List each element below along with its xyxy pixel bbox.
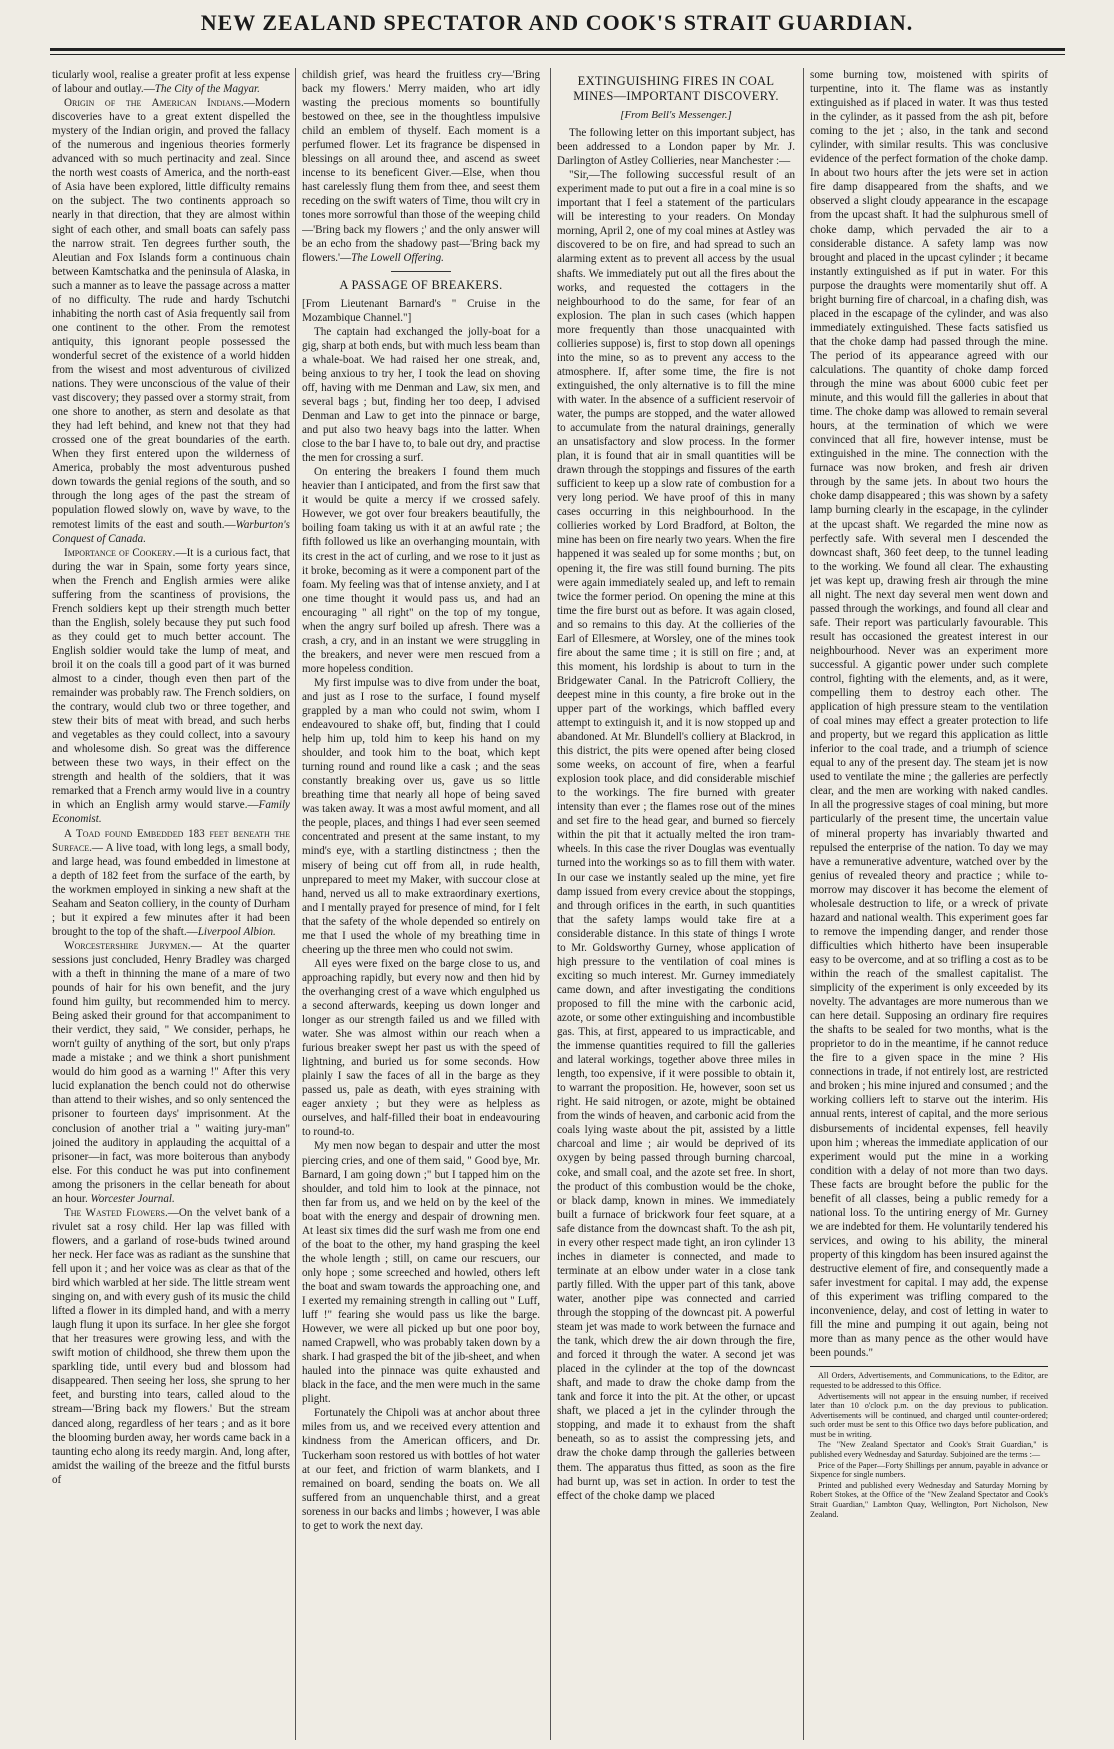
article-title: A PASSAGE OF BREAKERS. [339, 277, 503, 292]
article-worcestershire-jurymen: Worcestershire Jurymen.— At the quarter sessions just concluded, Henry Bradley was charged with a theft in thinning the mane of a mare of two pounds of hair for his own benefit, and the jury found him guilty, but recommended him to mercy. Being asked their ground for that accompaniment to their verdict, they said, " We consider, perhaps, he worn't guilty of anything of the sort, but only p'raps made a mistake ; and we think a short punishment would do him good as a warning !" After this very lucid explanation the bench could not do otherwise than attend to their wishes, and so only sentenced the prisoner to fourteen days' imprisonment. At the conclusion of another trial a " waiting jury-man" joined the auditory in applauding the acquittal of a prisoner—in fact, was more boiterous than anybody else. For this conduct he was put into confinement among the prisoners in the cellar beneath for about an hour. Worcester Journal. [52, 939, 290, 1205]
notice-line: Advertisements will not appear in the ensuing number, if received later than 10 o'clock p.m. on the day previous to publication. Advertisements will be continued, and charged until counter-ordered; such order must be sent to this Office two days before publication, and must be in writing. [810, 1391, 1048, 1439]
article-paragraph: some burning tow, moistened with spirits of turpentine, into it. The flame was as instantly extinguished as if placed in water. It was thus tested in the cylinder, as it passed from the ash pit, before coming to the jet ; also, in the tank and second cylinder, with similar results. This was conclusive evidence of the perfect formation of the choke damp. In about two hours after the jets were set in action fire damp disappeared from the shafts, and we observed a slight cloudy appearance in the escapage from the upcast shaft. It had the sulphurous smell of choke damp, which pervaded the air to a considerable distance. A safety lamp was now brought and placed in the upcast cylinder ; it became instantly extinguished as if put in water. For this purpose the draughts were momentarily shut off. A bright burning fire of charcoal, in a chafing dish, was placed in the escapage of the cylinder, and was also immediately extinguished. These facts satisfied us that the choke damp had passed through the mine. The period of its appearance agreed with our calculations. The quantity of choke damp forced through the mine was about 6000 cubic feet per minute, and this would fill the galleries in about that time. The choke damp was allowed to remain several hours, at the termination of which we were convinced that all fire, however intense, must be extinguished in the mine. The connection with the furnace was now broken, and fresh air driven through by the same jets. In about two hours the choke damp disappeared ; this was shown by a safety lamp burning clearly in the escapage, in the cylinder at the upcast shaft. We regarded the mine now as perfectly safe. With several men I descended the downcast shaft, 360 feet deep, to the tunnel leading to the working. We found all clear. The exhausting jet was kept up, drawing fresh air through the mine all night. The next day several men went down and passed through the workings, and found all clear and safe. Their report was particularly favourable. This result has occasioned the greatest interest in our neighbourhood. Never was an experiment more successful. A gigantic power under such complete control, fighting with the elements, and, as it were, compelling them to destroy each other. The application of high pressure steam to the ventilation of coal mines may effect a greater protection to life and property, but we regard this application as little inferior to the coal trade, and a triumph of science equal to any of the present day. The steam jet is now used to ventilate the mine ; the galleries are perfectly clear, and the men are working with naked candles. In all the progressive stages of coal mining, but more particularly of the present time, the uncertain value of mineral property has invariably thwarted and repulsed the enterprise of the nation. To day we may have a remunerative adventure, watched over by the genius of revealed theory and practice ; while to-morrow may discover it has become the element of wholesale destruction to life, or a wreck of private hazard and national wealth. This experiment goes far to remove the impending danger, and render those difficulties which hitherto have been insuperable easy to be overcome, and at so trifling a cost as to be within the reach of the smallest capitalist. The simplicity of the experiment is only exceeded by its novelty. The advantages are more numerous than we can here detail. Supposing an ordinary fire requires the shafts to be sealed for two months, what is the proprietor to do in the meantime, if he cannot reduce the fire to a given space in the mine ? His connections in trade, if not entirely lost, are restricted and broken ; his mine injured and consumed ; and the working colliers left to starve out the interim. His annual rents, interest of capital, and the more serious disbursements of incidental expenses, fell heavily upon him ; whereas the immediate application of our experiment would put the mine in a working condition with a delay of not more than two days. These facts are brought before the public for the benefit of all classes, being a public remedy for a national loss. To the untiring energy of Mr. Gurney we are indebted for them. He voluntarily tendered his services, and owing to his ability, the mineral property of this kingdom has been insured against the destructive element of fire, and consequently made a safer investment for capital. I may add, the expense of this experiment was trifling compared to the inconvenience, delay, and cost of letting in water to fill the mine and pumping it out again, being not more than as many pence as the other would have been pounds." [810, 69, 1048, 1360]
footer-divider [810, 1366, 1048, 1367]
column-1 [52, 68, 290, 1740]
article-paragraph: "Sir,—The following successful result of an experiment made to put out a fire in a coal mine is so important that I feel a statement of the particulars will be interesting to your readers. On Monday morning, April 2, one of my coal mines at Astley was discovered to be on fire, and had spread to such an alarming extent as to prevent all access by the usual shafts. We immediately put out all the fires about the works, and requested the cottagers in the neighbourhood to do the same, for fear of an explosion. The plan in such cases (which happen more frequently than those unacquainted with collieries suppose) is, first to stop down all openings into the mine, so as to prevent any access to the atmosphere. If, after some time, the fire is not extinguished, the only alternative is to fill the mine with water. In the absence of a sufficient reservoir of water, the pumps are stopped, and the water allowed to accumulate from the natural drainings, generally an unsatisfactory and slow process. In the former plan, it is found that air in small quantities will be drawn through the stoppings and fissures of the earth sufficient to keep up a slow rate of combustion for a very long period. We have proof of this in many cases occurring in this neighbourhood. In the collieries worked by Lord Bradford, at Bolton, the mine has been on fire nearly two years. When the fire happened it was sealed up for some months ; but, on opening it, the fire was still found burning. The pits were again immediately sealed up, and left to remain twice the former period. On opening the mine at this time the fire burst out as before. It was again closed, and so remains to this day. At the collieries of the Earl of Ellesmere, at Worsley, one of the mines took fire about the same time ; it is still on fire ; and, at this moment, his lordship is about to turn in the Bridgewater Canal. In the Patricroft Colliery, the deepest mine in this county, a fire broke out in the upper part of the workings, which baffled every attempt to extinguish it, and it is now stopped up and abandoned. At Mr. Blundell's colliery at Blackrod, in this district, the pits were opened after being closed some weeks, on account of fire, when a fearful explosion took place, and did considerable mischief to the workings. The fire burned with greater intensity than ever ; the flames rose out of the mines and set fire to the head gear, and burned so fiercely within the pit that it actually melted the iron tram-wheels. In this case the river Douglas was eventually turned into the workings so as to fill them with water. In our case we instantly sealed up the mine, yet fire damp issued from every crevice about the stoppings, and through orifices in the earth, in such quantities that the safety lamps would take fire at a considerable distance. In this state of things I wrote to Mr. Goldsworthy Gurney, whose application of high pressure to the ventilation of coal mines is exciting so much interest. Mr. Gurney immediately came down, and after investigating the conditions proposed to fill the mine with the carbonic acid, azote, or some other extinguishing and incombustible gas. This, at first, appeared to us impracticable, and the immense quantities required to fill the galleries and lateral workings, together above three miles in length, too expensive, if it were possible to obtain it, to warrant the proposition. He, however, soon set us right. He said nitrogen, or azote, might be obtained from the winds of heaven, and carbonic acid from the coals lying waste about the pit, assisted by a little charcoal and lime ; air would be deprived of its oxygen by being passed through burning charcoal, coke, and small coal, and the azote set free. In short, the product of this combustion would be the choke, or black damp, known in mines. We immediately built a furnace of brickwork four feet square, at a safe distance from the downcast shaft. To the ash pit, in every other respect made tight, an iron cylinder 13 inches in diameter is connected, and made to terminate at an elbow under water in a close tank partly filled. With the upper part of this tank, above water, another pipe was connected and carried through the stopping of the downcast pit. A powerful steam jet was made to work between the furnace and the tank, which drew the air down through the fire, and forced it through the water. A second jet was placed in the cylinder at the top of the downcast shaft, and made to draw the choke damp from the tank and force it into the pit. At the other, or upcast shaft, we placed a jet in the cylinder through the stopping, and made it to exhaust from the shaft beneath, so as to assist the compressing jets, and draw the choke damp through the galleries between them. The apparatus thus fitted, as soon as the fire had burnt up, was set in action. In order to test the effect of the choke damp we placed [557, 169, 795, 1502]
notice-line: Printed and published every Wednesday and Saturday Morning by Robert Stokes, at the Office of the "New Zealand Spectator and Cook's Strait Guardian," Lambton Quay, Wellington, Port Nicholson, New Zealand. [810, 1480, 1048, 1519]
masthead-rule-thin [50, 54, 1065, 55]
notice-line: All Orders, Advertisements, and Communications, to the Editor, are requested to be addressed to this Office. [810, 1371, 1048, 1390]
column-3 [557, 68, 795, 1740]
masthead-rule-thick [50, 48, 1065, 51]
article-paragraph: My men now began to despair and utter the most piercing cries, and one of them said, " Good bye, Mr. Barnard, I am going down ;" but I tapped him on the shoulder, and told him to look at the pinnace, not then far from us, and we held on by the keel of the boat with the energy and despair of drowning men. At least six times did the surf wash me from one end of the boat to the other, my hand grasping the keel the whole length ; still, on came our rescuers, our only hope ; some screeched and howled, others left the boat and swam towards the approaching one, and I exerted my remaining strength in calling out " Luff, luff !" fearing she would pass us like the barge. However, we were all picked up but one poor boy, named Crapwell, who was probably taken down by a shark. I had grasped the bit of the jib-sheet, and when hauled into the pinnace was quite exhausted and black in the face, and the men were much in the same plight. [302, 1140, 540, 1406]
article-title: EXTINGUISHING FIRES IN COAL MINES—IMPORTANT DISCOVERY. [573, 74, 779, 103]
column-4 [810, 68, 1048, 1740]
article-importance-of-cookery: Importance of Cookery.—It is a curious fact, that during the war in Spain, some forty years since, when the French and English armies were alike suffering from the scantiness of provisions, the French soldiers kept up their strength much better than the English, solely because they put such food as they could get to much better account. The English soldier would take the lump of meat, and broil it on the coals till a good part of it was burned almost to a cinder, though even then part of the remainder was probably raw. The French soldiers, on the contrary, would club two or three together, and stew their bits of meat with bread, and such herbs and vegetables as they could collect, into a savoury and wholesome dish. So great was the difference between these two ways, in their effect on the strength and health of the soldiers, that it was remarked that a French army would live in a country in which an English army would starve.—Family Economist. [52, 546, 290, 826]
article-paragraph: The captain had exchanged the jolly-boat for a gig, sharp at both ends, but with much less beam than a whale-boat. We had raised her one streak, and, being anxious to try her, I took the lead on shoving off, having with me Denman and Law, six men, and several bags ; but, finding her too deep, I advised Denman and Law to get into the pinnace or barge, and put also two heavy bags into the latter. When close to the bar I have to, to bale out dry, and practise the men for crossing a surf. [302, 325, 540, 465]
article-origin-american-indians: Origin of the American Indians.—Modern discoveries have to a great extent dispelled the mystery of the Indian origin, and proved the fallacy of the numerous and ingenious theories formerly advanced with so much pertinacity and zeal. Since the north west coasts of America, and the north-east of Asia have been explored, little difficulty remains on the subject. The two continents approach so nearly in that direction, that they are almost within sight of each other, and small boats can safely pass the narrow strait. Ten degrees further south, the Aleutian and Fox Islands form a continuous chain between Kamtschatka and the peninsula of Alaska, in such a manner as to leave the passage across a matter of no difficulty. The rude and hardy Tschutchi inhabiting the north cast of Asia frequently sail from one continent to the other. From the remotest antiquity, this ignorant people possessed the wonderful secret of the existence of a world hidden from the wisest and most adventurous of civilized nations. They were unconscious of the value of their vast discovery; they passed over a stormy strait, from one shore to another, as stern and desolate as that they had left behind, and knew not that they had crossed one of the great boundaries of the earth. When they first entered upon the wilderness of America, probably the most adventurous pushed down towards the genial regions of the south, and so through the long ages of the past the stream of population flowed slowly on, wave by wave, to the remotest limits of the east and south.—Warburton's Conquest of Canada. [52, 97, 290, 545]
article-source: [From Lieutenant Barnard's " Cruise in the Mozambique Channel."] [302, 297, 540, 324]
continued-paragraph: ticularly wool, realise a greater profit at less expense of labour and outlay.—The City of the Magyar. [52, 69, 290, 96]
column-2 [302, 68, 540, 1740]
article-paragraph: On entering the breakers I found them much heavier than I anticipated, and from the first saw that it would be quite a mercy if we crossed safely. However, we got over four breakers beautifully, the boiling foam taking us with it at an awful rate ; the fifth followed us like an overhanging mountain, with its crest in the act of curling, and we rose to it just as it broke, becoming as it were a component part of the foam. My feeling was that of intense anxiety, and I at one time thought it would pass us, and had an encouraging " all right" on the top of my tongue, when the angry surf boiled up afresh. There was a crash, a cry, and in an instant we were struggling in the breakers, and never were men rescued from a more hopeless condition. [302, 466, 540, 675]
publication-notice [810, 1371, 1048, 1519]
section-divider [391, 271, 451, 272]
article-toad-embedded: A Toad found Embedded 183 feet beneath the Surface.— A live toad, with long legs, a small body, and large head, was found embedded in limestone at a depth of 182 feet from the surface of the earth, by the workmen employed in sinking a new shaft at the Seaham and Seaton colliery, in the county of Durham ; but it expired a few minutes after it had been brought to the top of the shaft.—Liverpool Albion. [52, 827, 290, 938]
article-paragraph: My first impulse was to dive from under the boat, and just as I rose to the surface, I found myself grappled by a man who could not swim, whom I endeavoured to shake off, but, finding that I could help him up, told him to keep his hand on my shoulder, and took him to the boat, which kept turning round and round like a cask ; and the seas constantly breaking over us, gave us so little breathing time that nearly all hope of being saved was taken away. It was a most awful moment, and all the people, places, and things I had ever seen seemed concentrated and present at the same instant, to my mind's eye, with a startling distinctness ; then the misery of being cut off from all, in rude health, unprepared to meet my Maker, with succour close at hand, nerved us all to make extraordinary exertions, and I mentally prayed for presence of mind, for I felt that the safety of the whole depended so entirely on me that I used the whole of my breathing time in cheering up the three men who could not swim. [302, 676, 540, 956]
notice-line: Price of the Paper—Forty Shillings per annum, payable in advance or Sixpence for single numbers. [810, 1460, 1048, 1480]
article-paragraph: Fortunately the Chipoli was at anchor about three miles from us, and we received every attention and kindness from the American officers, and Dr. Tuckerham soon restored us with bottles of hot water at our feet, and friction of warm blankets, and I remained on board, sending the boats on. We all suffered from an unquenchable thirst, and a great soreness in our backs and limbs ; however, I was able to get to work the next day. [302, 1407, 540, 1532]
column-divider [803, 68, 804, 1740]
article-source: [From Bell's Messenger.] [620, 109, 732, 121]
column-divider [295, 68, 296, 1740]
article-wasted-flowers: The Wasted Flowers.—On the velvet bank of a rivulet sat a rosy child. Her lap was filled with flowers, and a garland of rose-buds twined around her neck. Her face was as radiant as the sunshine that fell upon it ; and her voice was as clear as that of the bird which warbled at her side. The little stream went singing on, and with every gush of its music the child lifted a flower in its dimpled hand, and with a merry laugh flung it upon its surface. In her glee she forgot that her treasures were growing less, and with the swift motion of childhood, she threw them upon the sparkling tide, until every bud and blossom had disappeared. Then seeing her loss, she sprung to her feet, and bursting into tears, called aloud to the stream—'Bring back my flowers.' But the stream danced along, regardless of her tears ; and as it bore the blooming burden away, her words came back in a taunting echo along its reedy margin. And, long after, amidst the wailing of the breeze and the fitful bursts of [52, 1206, 290, 1486]
continued-paragraph: childish grief, was heard the fruitless cry—'Bring back my flowers.' Merry maiden, who art idly wasting the precious moments so bountifully bestowed on thee, see in the thoughtless impulsive child an emblem of thyself. Each moment is a perfumed flower. Let its fragrance be dispensed in blessings on all around thee, and ascend as sweet incense to its beneficent Giver.—Else, when thou hast carelessly flung them from thee, and seest them receding on the swift waters of Time, thou wilt cry in tones more sorrowful than those of the weeping child—'Bring back my flowers ;' and the only answer will be an echo from the shadowy past—'Bring back my flowers.'—The Lowell Offering. [302, 69, 540, 264]
article-paragraph: The following letter on this important subject, has been addressed to a London paper by Mr. J. Darlington of Astley Collieries, near Manchester :— [557, 127, 795, 168]
column-divider [550, 68, 551, 1740]
article-paragraph: All eyes were fixed on the barge close to us, and approaching rapidly, but every now and then hid by the overhanging crest of a wave which engulphed us a second afterwards, keeping us down longer and longer as our strength failed us and we filled with water. She was almost within our reach when a furious breaker swept her past us with the speed of lightning, and buried us for some seconds. How plainly I saw the faces of all in the barge as they passed us, pale as death, with eyes straining with eager anxiety ; but they were as helpless as ourselves, and half-filled their boat in endeavouring to round-to. [302, 957, 540, 1139]
masthead: NEW ZEALAND SPECTATOR AND COOK'S STRAIT GUARDIAN. [200, 10, 914, 35]
notice-line: The "New Zealand Spectator and Cook's Strait Guardian," is published every Wednesday and Saturday. Subjoined are the terms :— [810, 1440, 1048, 1460]
